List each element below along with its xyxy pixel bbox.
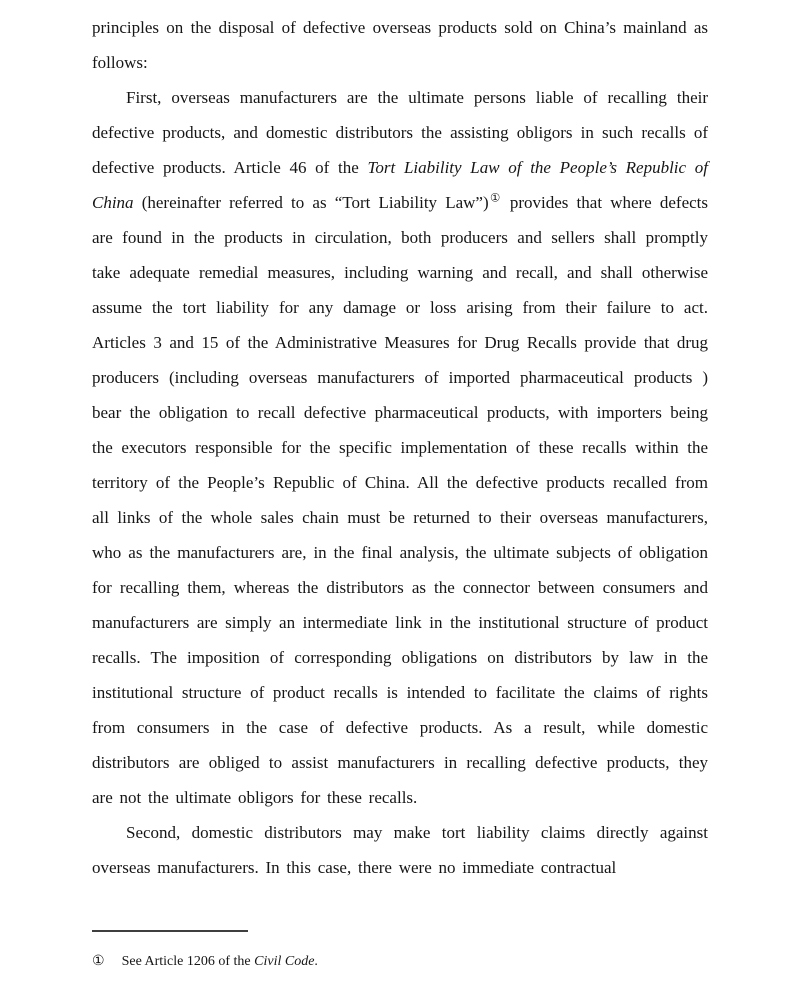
text-segment: See Article 1206 of the: [121, 954, 255, 969]
footnote-area: [92, 930, 708, 976]
footnote-ref-marker: ①: [488, 192, 502, 205]
paragraph-first-point: [92, 80, 708, 815]
paragraph-intro: [92, 10, 708, 80]
text-segment: First, overseas manufacturers are the ultimate persons liable of recalling their defective products, and domestic distributors the assisting obligors in such recalls of defective products. Article 46 of the: [92, 88, 708, 177]
text-segment: Second, domestic distributors may make tort liability claims directly against overseas manufacturers. In this case, there were no immediate contractual: [92, 823, 708, 877]
text-segment: (hereinafter referred to as “Tort Liability Law”): [133, 193, 489, 212]
footnote: [92, 948, 708, 976]
footnote-text: [122, 954, 318, 969]
text-segment: Civil Code: [254, 954, 315, 969]
text-segment: provides that where defects are found in the products in circulation, both producers and sellers shall promptly take adequate remedial measures, including warning and recall, and shall otherwise assume the tort liability for any damage or loss arising from their failure to act. Articles 3 and 15 of the Administrative Measures for Drug Recalls provide that drug producers (including overseas manufacturers of imported pharmaceutical products ) bear the obligation to recall defective pharmaceutical products, with importers being the executors responsible for the specific implementation of these recalls within the territory of the People’s Republic of China. All the defective products recalled from all links of the whole sales chain must be returned to their overseas manufacturers, who as the manufacturers are, in the final analysis, the ultimate subjects of obligation for recalling them, whereas the distributors as the connector between consumers and manufacturers are simply an intermediate link in the institutional structure of product recalls. The imposition of corresponding obligations on distributors by law in the institutional structure of product recalls is intended to facilitate the claims of rights from consumers in the case of defective products. As a result, while domestic distributors are obliged to assist manufacturers in recalling defective products, they are not the ultimate obligors for these recalls.: [92, 193, 709, 807]
document-body: [92, 10, 708, 885]
paragraph-second-point: [92, 815, 708, 885]
footnote-separator: [92, 930, 248, 932]
text-segment: principles on the disposal of defective overseas products sold on China’s mainland as follows:: [92, 18, 708, 72]
footnote-marker: ①: [92, 954, 105, 969]
text-segment: Tort Liability Law of the People’s Republic of China: [92, 158, 709, 212]
text-segment: .: [314, 954, 318, 969]
